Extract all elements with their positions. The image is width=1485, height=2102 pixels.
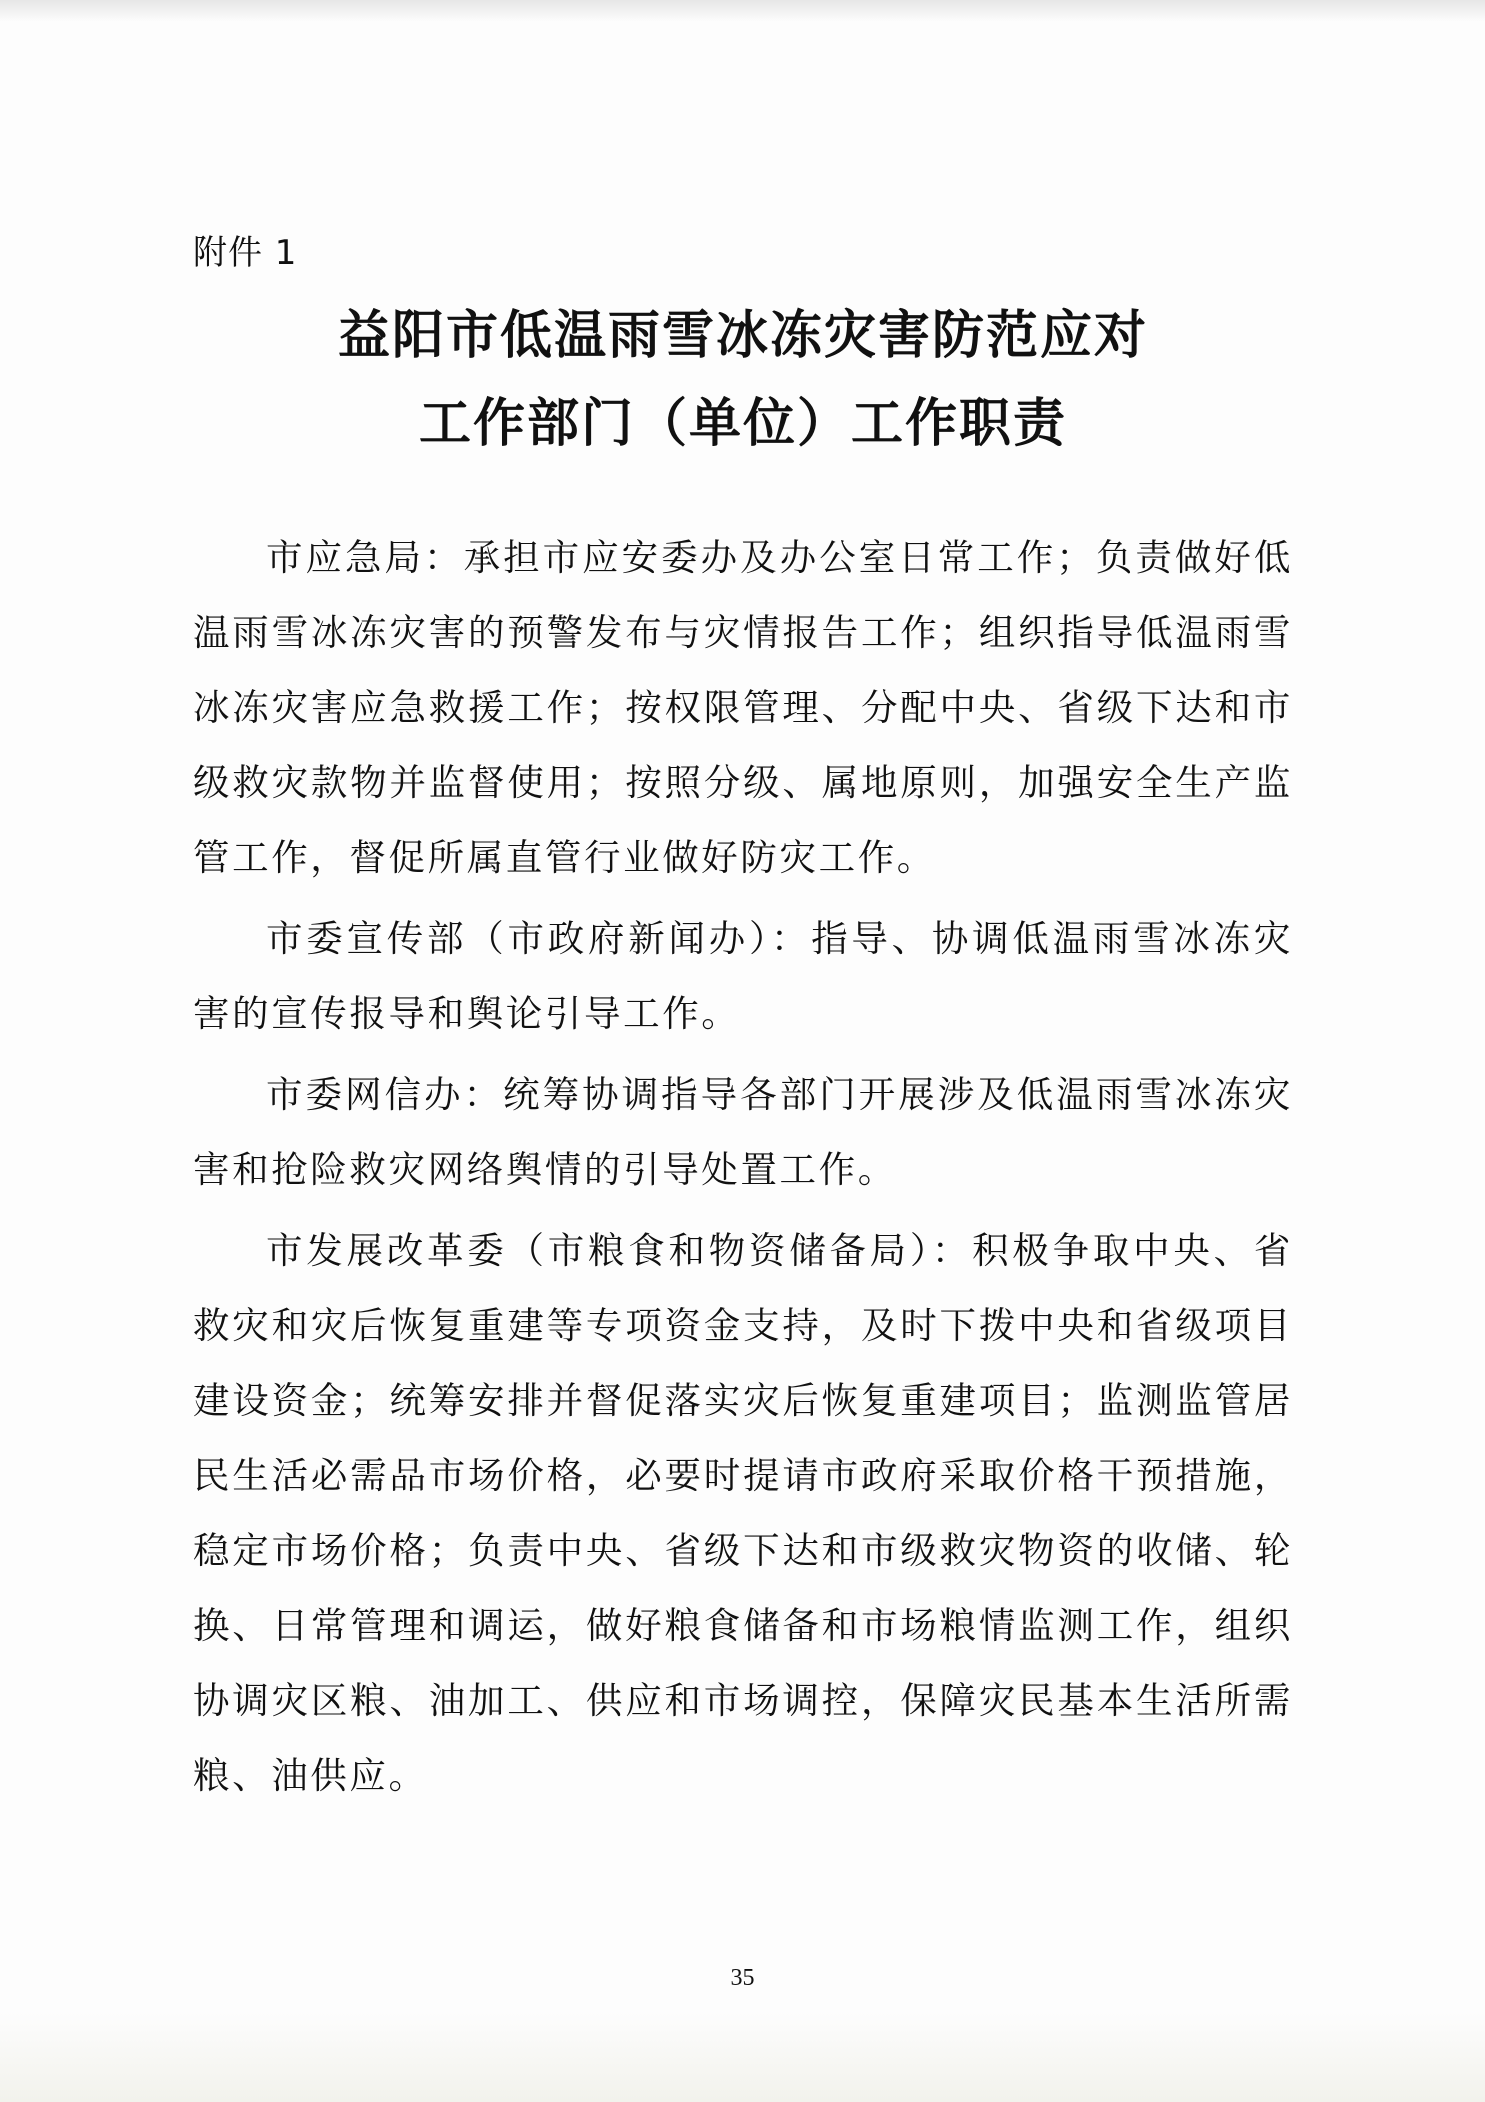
title-line-2: 工作部门（单位）工作职责	[418, 393, 1067, 454]
paragraph-emergency-bureau: 市应急局：承担市应安委办及办公室日常工作；负责做好低温雨雪冰冻灾害的预警发布与灾情报告工作；组织指导低温雨雪冰冻灾害应急救援工作；按权限管理、分配中央、省级下达和市级救灾款物并监督使用；按照分级、属地原则，加强安全生产监管工作，督促所属直管行业做好防灾工作。	[193, 536, 1293, 879]
document-title	[193, 292, 1293, 468]
paragraph-cyberspace-office: 市委网信办：统筹协调指导各部门开展涉及低温雨雪冰冻灾害和抢险救灾网络舆情的引导处置工作。	[193, 1073, 1293, 1191]
scan-top-edge	[0, 0, 1485, 22]
title-line-1: 益阳市低温雨雪冰冻灾害防范应对	[337, 305, 1148, 366]
scan-bottom-edge	[0, 2012, 1485, 2102]
paragraph-publicity-department: 市委宣传部（市政府新闻办）：指导、协调低温雨雪冰冻灾害的宣传报导和舆论引导工作。	[193, 917, 1293, 1035]
paragraph-development-reform-commission: 市发展改革委（市粮食和物资储备局）：积极争取中央、省救灾和灾后恢复重建等专项资金支持，及时下拨中央和省级项目建设资金；统筹安排并督促落实灾后恢复重建项目；监测监管居民生活必需品市场价格，必要时提请市政府采取价格干预措施，稳定市场价格；负责中央、省级下达和市级救灾物资的收储、轮换、日常管理和调运，做好粮食储备和市场粮情监测工作，组织协调灾区粮、油加工、供应和市场调控，保障灾民基本生活所需粮、油供应。	[193, 1229, 1293, 1797]
document-body	[193, 520, 1293, 1819]
page-number: 35	[730, 1965, 755, 1991]
attachment-label: 附件 1	[193, 233, 298, 273]
